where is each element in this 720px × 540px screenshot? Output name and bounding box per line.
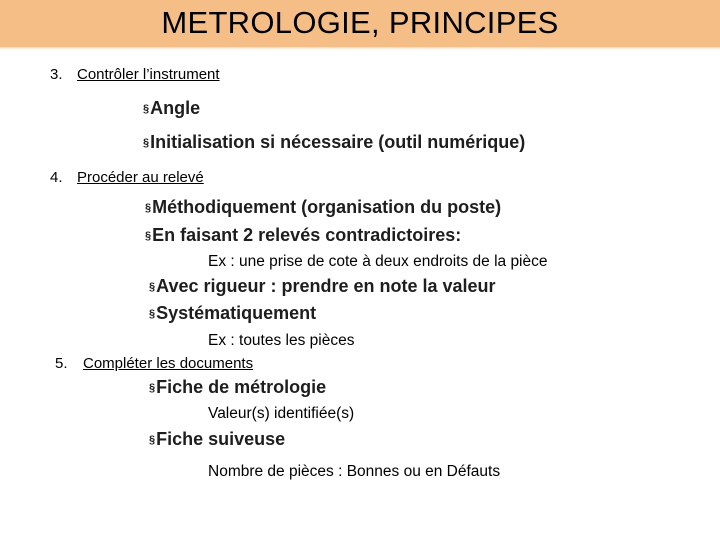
step-3-label: Contrôler l’instrument: [77, 66, 220, 83]
step-3-number: 3.: [50, 66, 63, 83]
note-valeurs-identifiees: Valeur(s) identifiée(s): [208, 405, 355, 422]
step-5-label: Compléter les documents: [83, 355, 254, 372]
bullet-fiche-metrologie: §Fiche de métrologie: [149, 377, 327, 397]
bullet-releves: §En faisant 2 relevés contradictoires:: [145, 225, 462, 245]
note-nombre-pieces: Nombre de pièces : Bonnes ou en Défauts: [208, 463, 501, 480]
bullet-rigueur: §Avec rigueur : prendre en note la valeur: [149, 276, 496, 296]
bullet-systematiquement: §Systématiquement: [149, 303, 317, 323]
bullet-initialisation: §Initialisation si nécessaire (outil numérique): [143, 132, 526, 152]
bullet-marker-icon: §: [149, 281, 156, 293]
bullet-marker-icon: §: [149, 382, 156, 394]
bullet-fiche-suiveuse: §Fiche suiveuse: [149, 429, 286, 449]
bullet-marker-icon: §: [143, 103, 150, 115]
note-prise-de-cote: Ex : une prise de cote à deux endroits de la pièce: [208, 253, 548, 270]
note-toutes-pieces: Ex : toutes les pièces: [208, 332, 355, 349]
bullet-marker-icon: §: [143, 137, 150, 149]
page-title: METROLOGIE, PRINCIPES: [161, 5, 559, 40]
bullet-marker-icon: §: [145, 202, 152, 214]
step-5-number: 5.: [55, 355, 68, 372]
bullet-methodiquement: §Méthodiquement (organisation du poste): [145, 197, 502, 217]
bullet-marker-icon: §: [149, 308, 156, 320]
bullet-angle: §Angle: [143, 98, 201, 118]
bullet-marker-icon: §: [145, 230, 152, 242]
step-4-label: Procéder au relevé: [77, 169, 204, 186]
step-4-number: 4.: [50, 169, 63, 186]
title-bar-shadow: [0, 47, 720, 50]
bullet-marker-icon: §: [149, 434, 156, 446]
